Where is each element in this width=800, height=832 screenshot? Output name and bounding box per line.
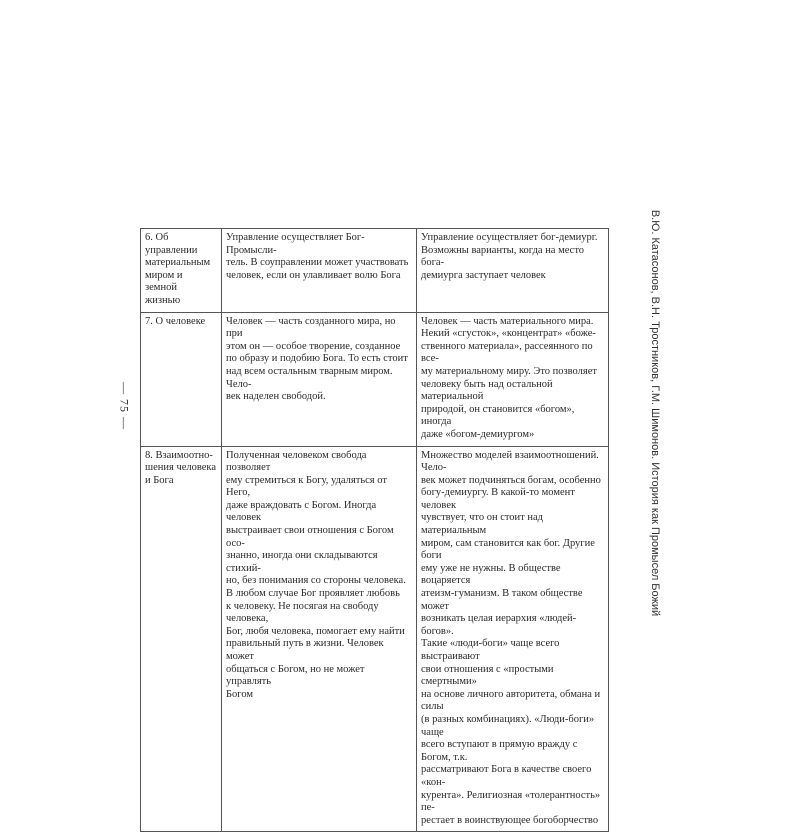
table-cell: Управление осуществляет Бог-Промысли- тель. В соуправлении может участвовать человек, если он улавливает волю Бога	[222, 229, 417, 313]
table-cell: Множество моделей взаимоотношений. Чело- век может подчиняться богам, особенно богу-демиургу. В какой-то момент человек чувствует, что он стоит над материальным миром, сам становится как бог. Другие боги ему уже не нужны. В обществе воцаряется атеизм-гуманизм. В таком обществе может возникать целая иерархия «людей-богов». Такие «люди-боги» чаще всего выстраивают свои отношения с «простыми смертными» на основе личного авторитета, обмана и силы (в разных комбинациях). «Люди-боги» чаще всего вступают в прямую вражду с Богом, т.к. рассматривают Бога в качестве своего «кон- курента». Религиозная «толерантность» пе- рестает в воинствующее богоборчество	[417, 446, 609, 832]
table-row	[141, 229, 609, 313]
row-topic-cell: 8. Взаимоотно- шения человека и Бога	[141, 446, 222, 832]
comparison-table	[140, 228, 609, 832]
page-number: — 75 —	[117, 382, 132, 430]
table-cell: Управление осуществляет бог-демиург. Возможны варианты, когда на место бога- демиурга заступает человек	[417, 229, 609, 313]
running-head: В.Ю. Катасонов, В.Н. Тростников, Г.М. Шимонов. История как Промысел Божий	[649, 209, 661, 617]
table-row	[141, 312, 609, 446]
table-cell: Человек — часть созданного мира, но при этом он — особое творение, созданное по образу и подобию Бога. То есть стоит над всем остальным тварным миром. Чело- век наделен свободой.	[222, 312, 417, 446]
table-cell: Полученная человеком свобода позволяет ему стремиться к Богу, удаляться от Него, даже враждовать с Богом. Иногда человек выстраивает свои отношения с Богом осо- знанно, иногда они складываются стихий- но, без понимания со стороны человека. В любом случае Бог проявляет любовь к человеку. Не посягая на свободу человека, Бог, любя человека, помогает ему найти правильный путь в жизни. Человек может общаться с Богом, но не может управлять Богом	[222, 446, 417, 832]
table-row	[141, 446, 609, 832]
row-topic-cell: 7. О человеке	[141, 312, 222, 446]
row-topic-cell: 6. Об управлении материальным миром и земной жизнью	[141, 229, 222, 313]
table-cell: Человек — часть материального мира. Некий «сгусток», «концентрат» «боже- ственного материала», рассеянного по все- му материальному миру. Это позволяет человеку быть над остальной материальной природой, он становится «богом», иногда даже «богом-демиургом»	[417, 312, 609, 446]
